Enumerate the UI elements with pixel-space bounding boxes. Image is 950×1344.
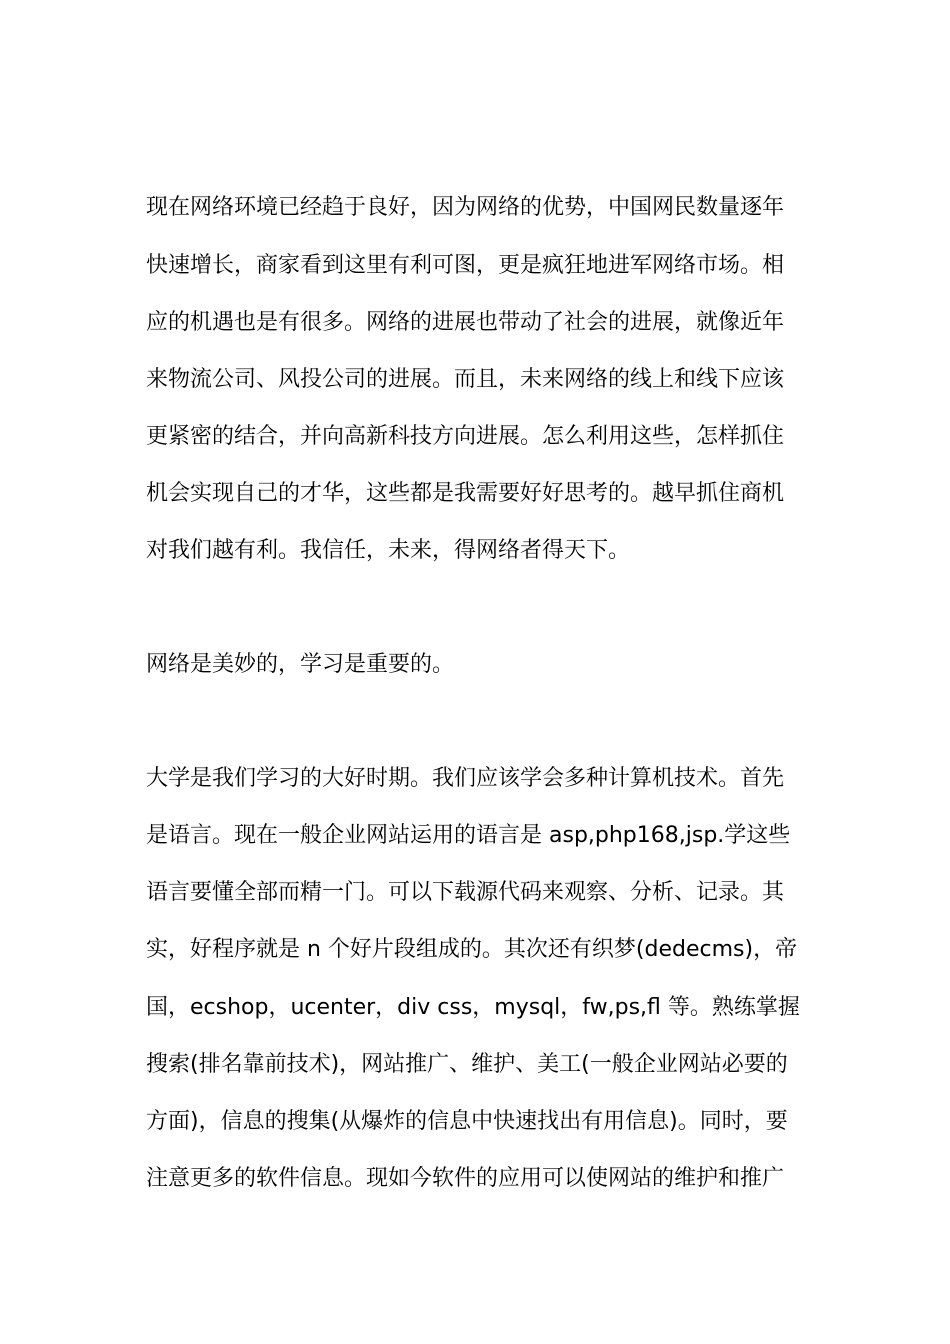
paragraph-1-line-4: 来物流公司、风投公司的进展。而且，未来网络的线上和线下应该 <box>146 367 785 392</box>
paragraph-1-line-6: 机会实现自己的才华，这些都是我需要好好思考的。越早抓住商机 <box>146 481 785 506</box>
paragraph-3-line-4: 实，好程序就是 n 个好片段组成的。其次还有织梦(dedecms)，帝 <box>146 937 798 962</box>
paragraph-3-line-6: 搜索(排名靠前技术)，网站推广、维护、美工(一般企业网站必要的 <box>146 1052 788 1077</box>
paragraph-3-line-3: 语言要懂全部而精一门。可以下载源代码来观察、分析、记录。其 <box>146 880 785 905</box>
paragraph-3-line-7: 方面)，信息的搜集(从爆炸的信息中快速找出有用信息)。同时，要 <box>146 1109 788 1134</box>
paragraph-3-line-1: 大学是我们学习的大好时期。我们应该学会多种计算机技术。首先 <box>146 766 785 791</box>
paragraph-1-line-1: 现在网络环境已经趋于良好，因为网络的优势，中国网民数量逐年 <box>146 195 785 220</box>
paragraph-1-line-5: 更紧密的结合，并向高新科技方向进展。怎么利用这些，怎样抓住 <box>146 424 785 449</box>
paragraph-3-line-2: 是语言。现在一般企业网站运用的语言是 asp,php168,jsp.学这些 <box>146 823 791 848</box>
paragraph-1-line-3: 应的机遇也是有很多。网络的进展也带动了社会的进展，就像近年 <box>146 310 785 335</box>
paragraph-3-line-8: 注意更多的软件信息。现如今软件的应用可以使网站的维护和推广 <box>146 1166 785 1191</box>
paragraph-1-line-2: 快速增长，商家看到这里有利可图，更是疯狂地进军网络市场。相 <box>146 253 785 278</box>
paragraph-2-line-1: 网络是美妙的，学习是重要的。 <box>146 652 455 677</box>
paragraph-1-line-7: 对我们越有利。我信任，未来，得网络者得天下。 <box>146 538 631 563</box>
paragraph-3-line-5: 国，ecshop，ucenter，div css，mysql，fw,ps,fl 等。熟练掌握 <box>146 995 800 1020</box>
